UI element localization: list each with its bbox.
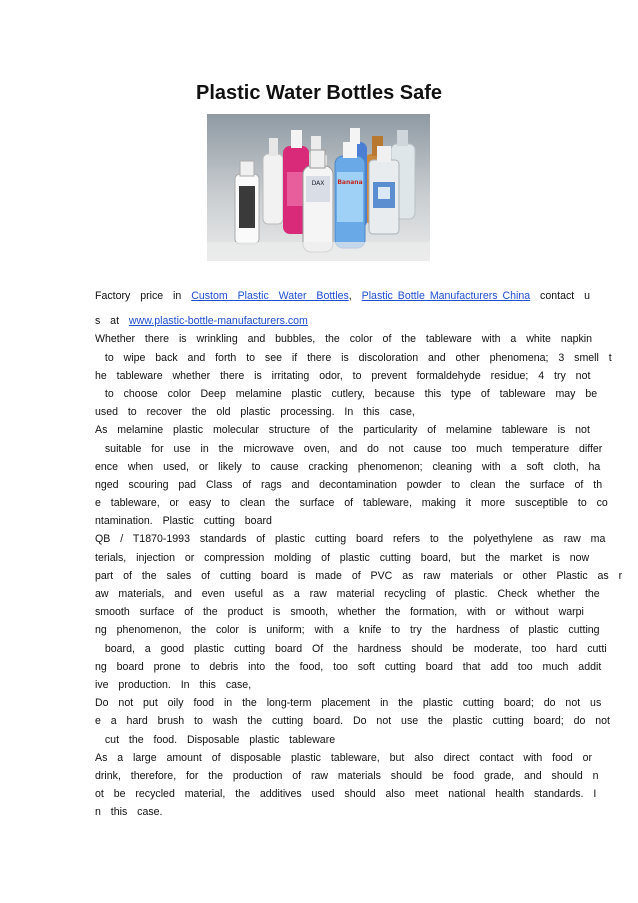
text-line: Whether there is wrinkling and bubbles, the color of the tableware with a white napkin bbox=[95, 333, 593, 346]
dax-label: DAX bbox=[311, 180, 325, 187]
intro-separator: , bbox=[348, 290, 362, 302]
text-line: ive production. In this case, bbox=[95, 678, 252, 691]
text-line: used to recover the old plastic processing. In this case, bbox=[95, 406, 415, 419]
text-line: drink, therefore, for the production of raw materials should be food grade, and should n bbox=[95, 769, 599, 782]
text-line: e tableware, or easy to clean the surface of tableware, making it more susceptible to co bbox=[95, 497, 608, 510]
custom-plastic-water-bottles-link[interactable]: Custom Plastic Water Bottles bbox=[191, 290, 349, 302]
text-line: part of the sales of cutting board is made of PVC as raw materials or other Plastic as r bbox=[95, 569, 623, 582]
text-line: board, a good plastic cutting board Of the hardness should be moderate, too hard cutti bbox=[95, 642, 607, 655]
text-line: ng board prone to debris into the food, too soft cutting board that add too much addit bbox=[95, 660, 602, 673]
text-line: ng phenomenon, the color is uniform; with a knife to try the hardness of plastic cutting bbox=[95, 624, 600, 637]
intro-prefix: Factory price in bbox=[95, 290, 192, 302]
page-title: Plastic Water Bottles Safe bbox=[195, 82, 442, 104]
website-link[interactable]: www.plastic-bottle-manufacturers.com bbox=[128, 315, 308, 328]
text-line: suitable for use in the microwave oven, and do not cause too much temperature differ bbox=[95, 442, 603, 455]
text-line: ence when used, or likely to cause cracking phenomenon; cleaning with a soft cloth, ha bbox=[95, 460, 601, 473]
text-line: QB / T1870-1993 standards of plastic cutting board refers to the polyethylene as raw ma bbox=[95, 533, 606, 546]
bottles-photo bbox=[207, 114, 430, 261]
intro-line-2 bbox=[95, 312, 545, 330]
text-line: As a large amount of disposable plastic tableware, but also direct contact with food or bbox=[95, 751, 593, 764]
plastic-bottle-manufacturers-china-link[interactable]: Plastic Bottle Manufacturers China bbox=[361, 290, 531, 302]
text-line: e a hard brush to wash the cutting board. Do not use the plastic cutting board; do not bbox=[95, 715, 610, 728]
text-line: nged scouring pad Class of rags and decontamination powder to clean the surface of th bbox=[95, 478, 603, 491]
text-line: n this case. bbox=[95, 806, 163, 819]
text-line: ot be recycled material, the additives used should also meet national health standards. I bbox=[95, 788, 597, 801]
text-line: to choose color Deep melamine plastic cutlery, because this type of tableware may be bbox=[95, 387, 598, 400]
intro-suffix: contact u bbox=[530, 290, 590, 302]
text-line: cut the food. Disposable plastic tableware bbox=[95, 733, 336, 746]
text-line: to wipe back and forth to see if there is discoloration and other phenomena; 3 smell t bbox=[95, 351, 612, 364]
text-line: ntamination. Plastic cutting board bbox=[95, 515, 272, 528]
text-line: Do not put oily food in the long-term placement in the plastic cutting board; do not us bbox=[95, 697, 602, 710]
text-line: As melamine plastic molecular structure of the particularity of melamine tableware is not bbox=[95, 424, 590, 437]
text-line: he tableware whether there is irritating odor, to prevent formaldehyde residue; 4 try not bbox=[95, 369, 591, 382]
text-line: smooth surface of the product is smooth, whether the formation, with or without warpi bbox=[95, 606, 584, 619]
body-text bbox=[95, 287, 623, 821]
intro-line2-prefix: s at bbox=[95, 315, 129, 328]
text-line: terials, injection or compression molding of plastic cutting board, but the market is now bbox=[95, 551, 590, 564]
banana-label: Banana bbox=[337, 179, 363, 186]
intro-line-1 bbox=[95, 287, 590, 305]
text-line: aw materials, and even useful as a raw material recycling of plastic. Check whether the bbox=[95, 588, 600, 600]
